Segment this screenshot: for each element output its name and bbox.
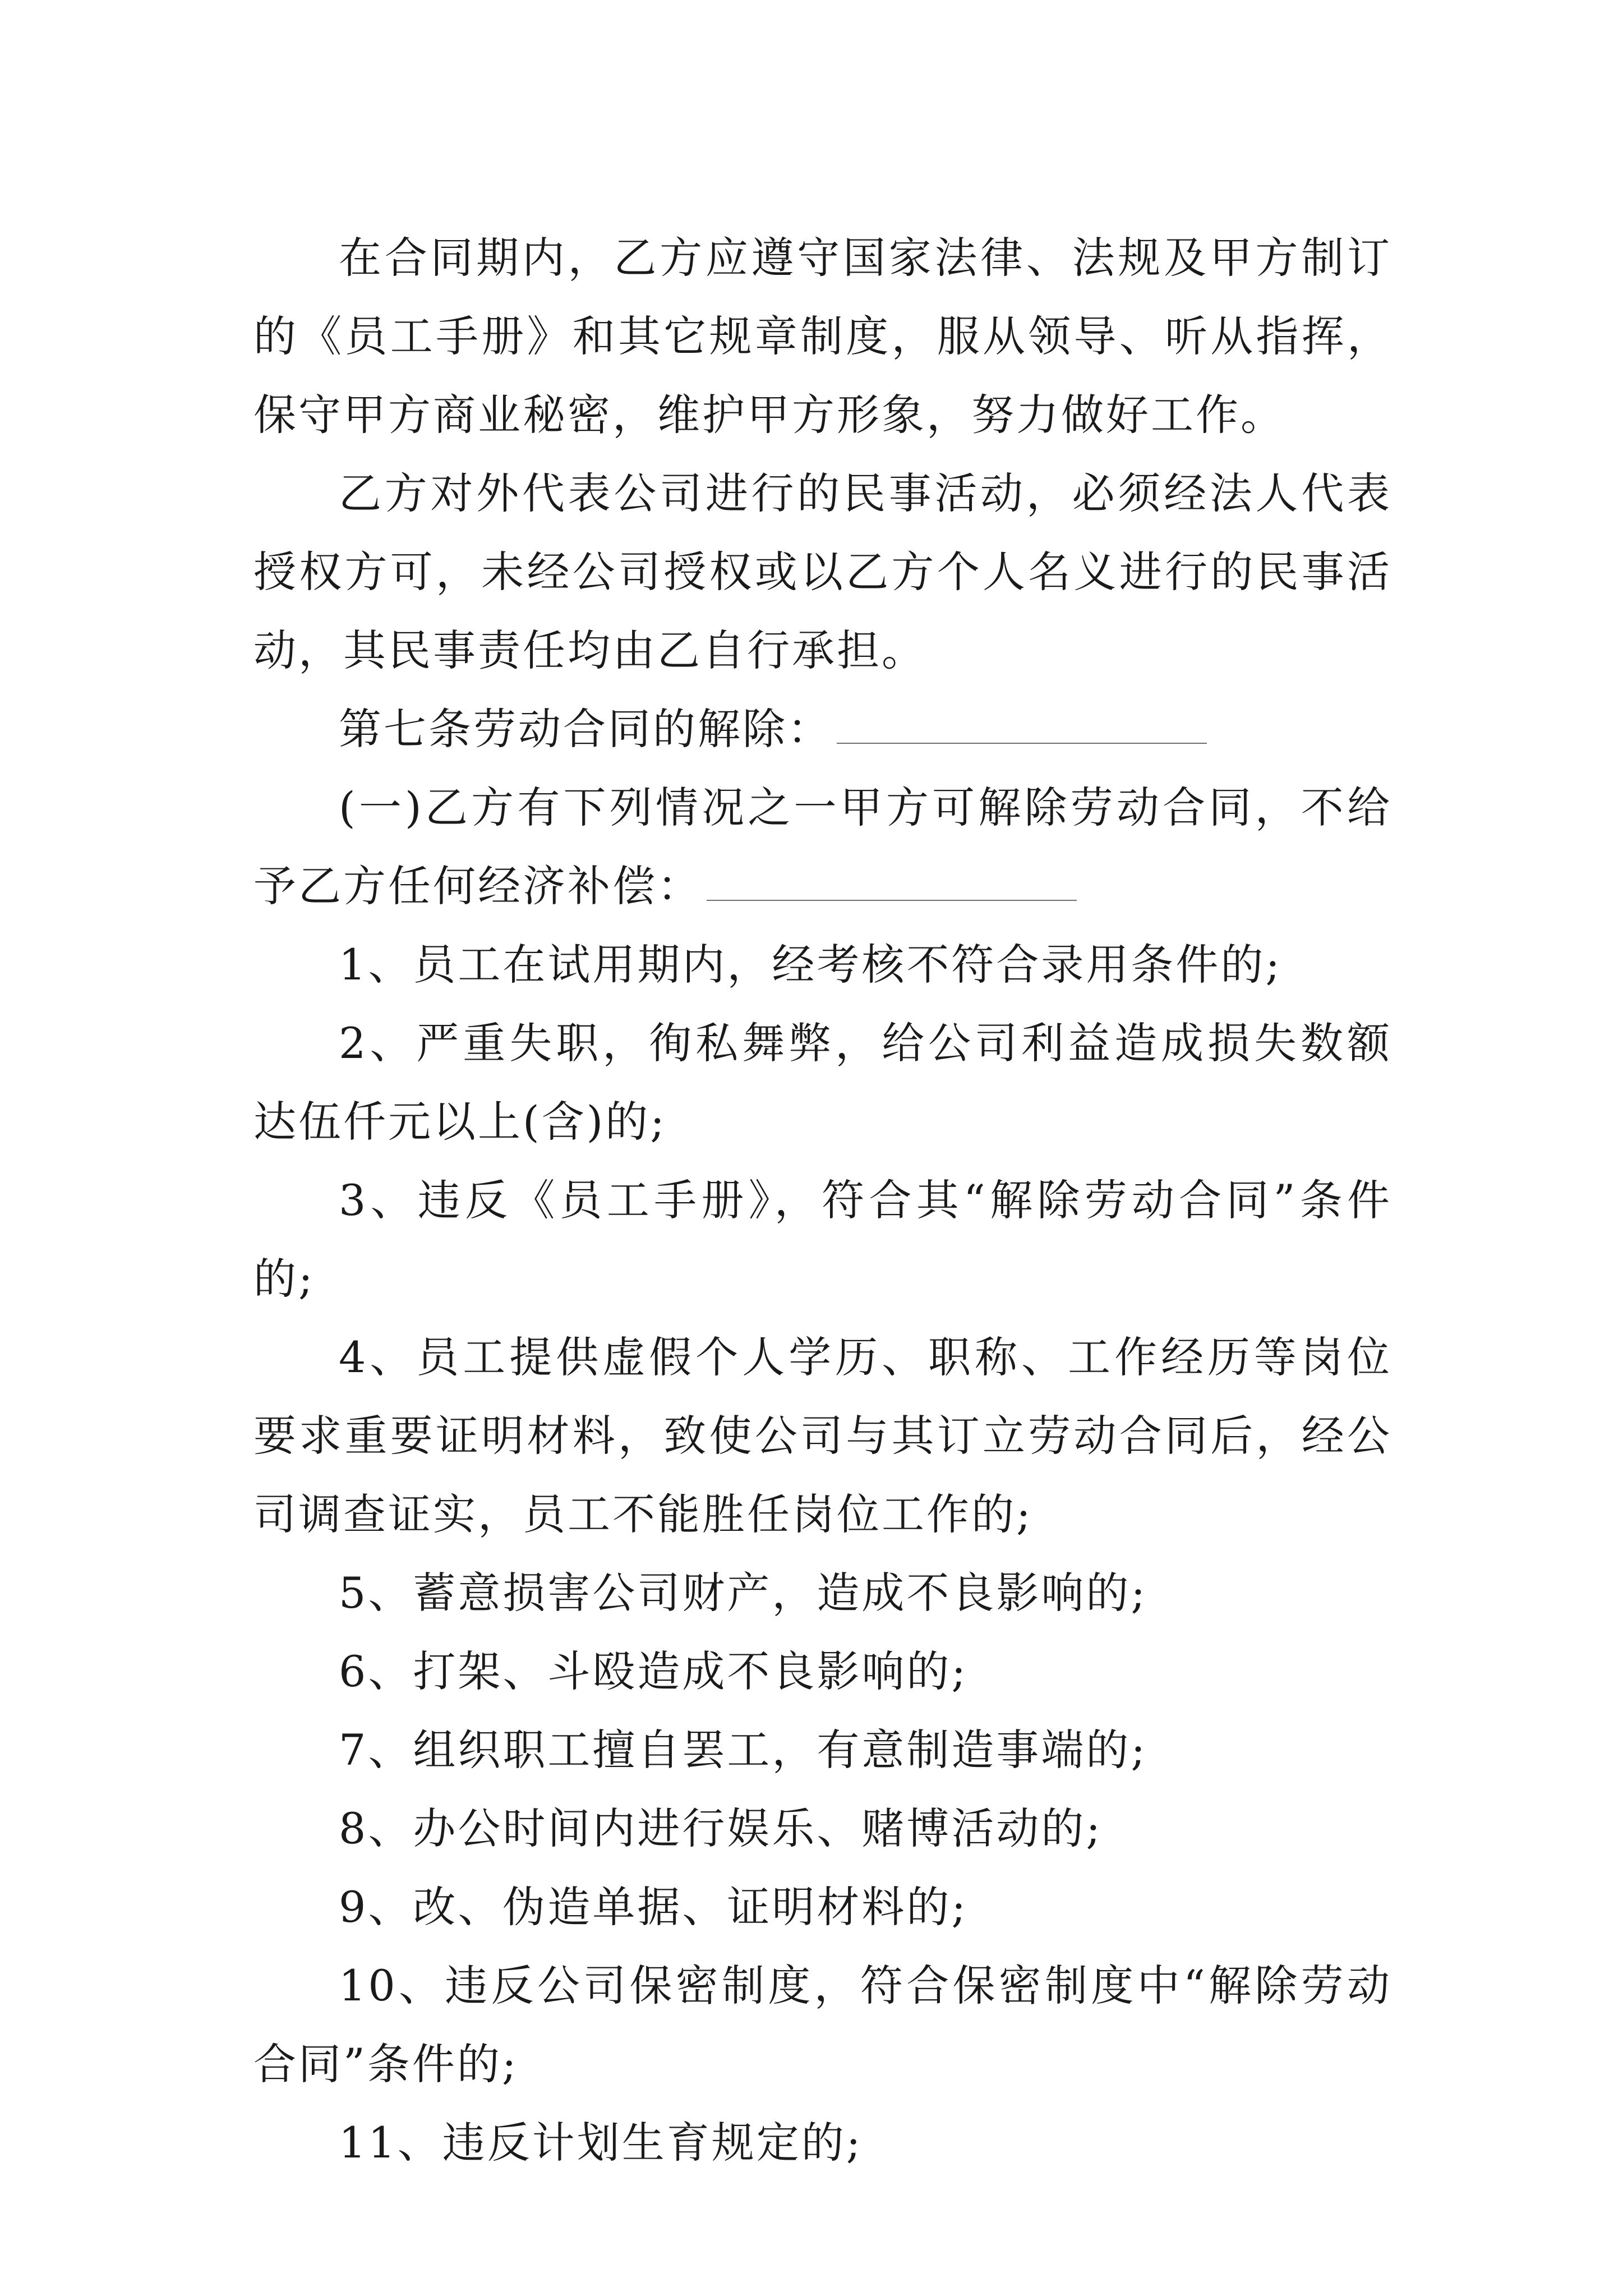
clause-one-text: (一)乙方有下列情况之一甲方可解除劳动合同，不给予乙方任何经济补偿：: [253, 783, 1392, 911]
clause-one-heading: [253, 769, 1392, 926]
article-seven-text: 第七条劳动合同的解除：: [339, 704, 832, 754]
article-seven-heading: [253, 690, 1392, 769]
list-item-11: 11、违反计划生育规定的;: [339, 2118, 863, 2168]
list-item-9: 9、改、伪造单据、证明材料的;: [339, 1882, 968, 1932]
list-item-2: 2、严重失职，徇私舞弊，给公司利益造成损失数额达伍仟元以上(含)的;: [253, 1018, 1392, 1147]
list-item-6: 6、打架、斗殴造成不良影响的;: [339, 1646, 968, 1696]
list-item-4: 4、员工提供虚假个人学历、职称、工作经历等岗位要求重要证明材料，致使公司与其订立劳动合同后，经公司调查证实，员工不能胜任岗位工作的;: [253, 1332, 1392, 1539]
fill-in-blank-line: [707, 861, 1077, 901]
list-item-5: 5、蓄意损害公司财产，造成不良影响的;: [339, 1568, 1147, 1618]
document-page: [253, 219, 1392, 2182]
paragraph-civil-activities: 乙方对外代表公司进行的民事活动，必须经法人代表授权方可，未经公司授权或以乙方个人名义进行的民事活动，其民事责任均由乙自行承担。: [253, 468, 1392, 675]
list-item-10: 10、违反公司保密制度，符合保密制度中“解除劳动合同”条件的;: [253, 1961, 1392, 2089]
list-item-7: 7、组织职工擅自罢工，有意制造事端的;: [339, 1725, 1147, 1775]
fill-in-blank-line: [837, 703, 1207, 744]
paragraph-obligations: 在合同期内，乙方应遵守国家法律、法规及甲方制订的《员工手册》和其它规章制度，服从领导、听从指挥，保守甲方商业秘密，维护甲方形象，努力做好工作。: [253, 233, 1392, 440]
list-item-1: 1、员工在试用期内，经考核不符合录用条件的;: [339, 940, 1282, 990]
list-item-3: 3、违反《员工手册》，符合其“解除劳动合同”条件的;: [253, 1175, 1392, 1304]
list-item-8: 8、办公时间内进行娱乐、赌博活动的;: [339, 1803, 1103, 1853]
